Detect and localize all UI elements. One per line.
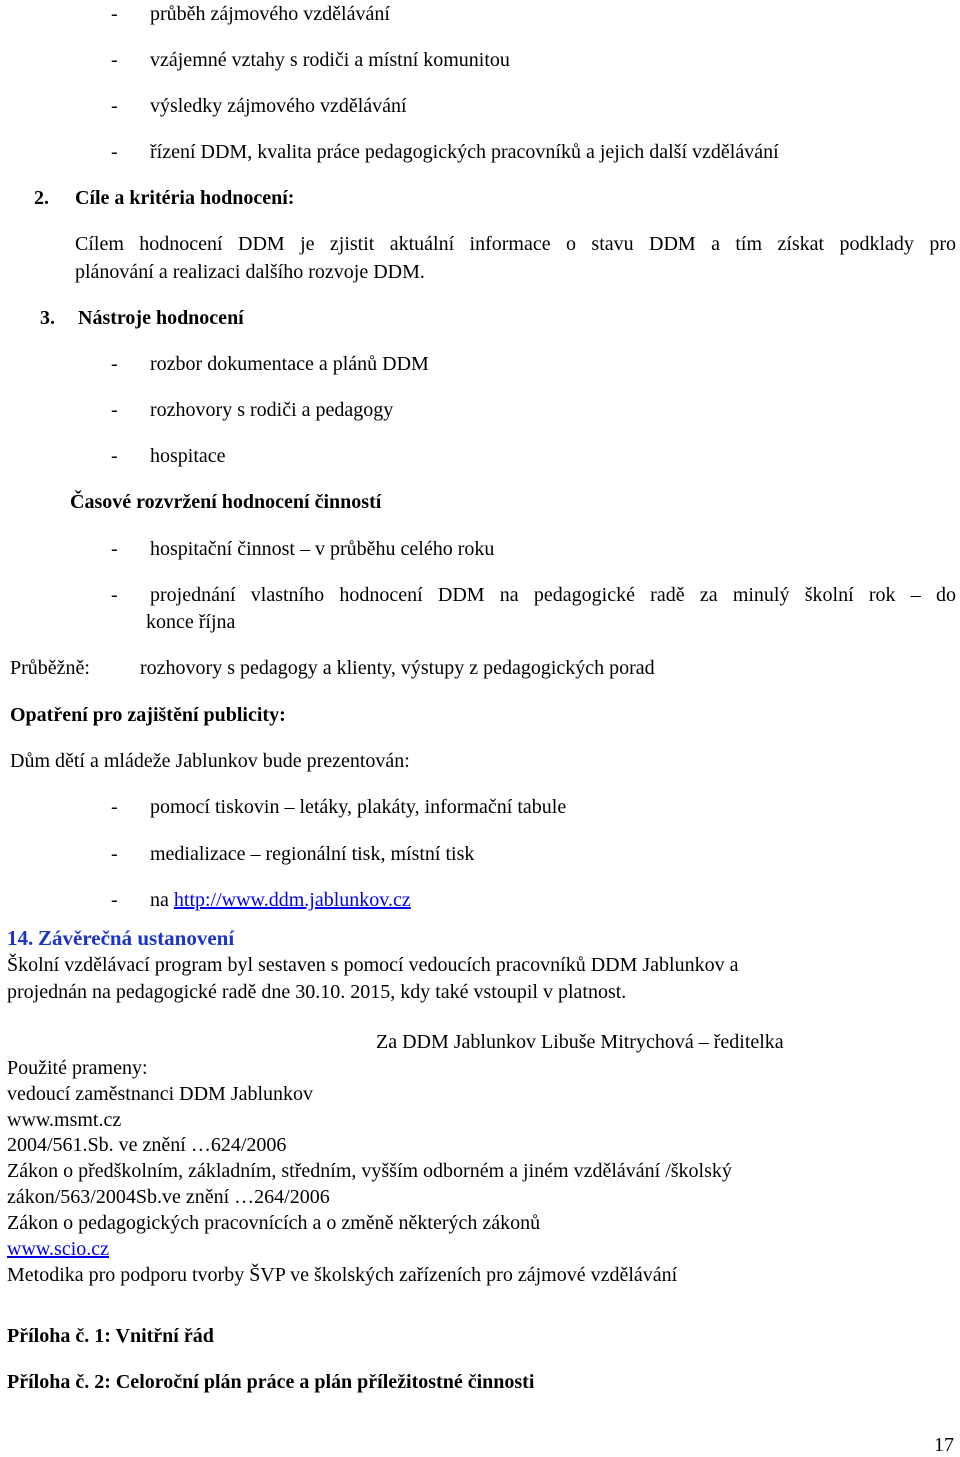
list-item	[150, 888, 411, 912]
bullet-dash: -	[111, 49, 118, 71]
bullet-dash: -	[111, 399, 118, 421]
source-item: zákon/563/2004Sb.ve znění …264/2006	[7, 1186, 330, 1208]
bullet-dash: -	[111, 796, 118, 818]
appendix-item: Příloha č. 1: Vnitřní řád	[7, 1325, 214, 1347]
bullet-dash: -	[111, 445, 118, 467]
list-item: rozbor dokumentace a plánů DDM	[150, 353, 429, 375]
paragraph-line: Školní vzdělávací program byl sestaven s pomocí vedoucích pracovníků DDM Jablunkov a	[7, 954, 739, 976]
section-title: Cíle a kritéria hodnocení:	[75, 187, 295, 209]
bullet-dash: -	[111, 353, 118, 375]
sources-label: Použité prameny:	[7, 1057, 148, 1079]
list-item: výsledky zájmového vzdělávání	[150, 95, 407, 117]
bullet-dash: -	[111, 141, 118, 163]
website-link[interactable]: http://www.ddm.jablunkov.cz	[173, 889, 411, 911]
source-item: www.msmt.cz	[7, 1109, 122, 1131]
heading-title: Závěrečná ustanovení	[38, 926, 235, 950]
paragraph-line: Cílem hodnocení DDM je zjistit aktuální informace o stavu DDM a tím získat podklady pro	[75, 233, 956, 255]
signature: Za DDM Jablunkov Libuše Mitrychová – ředitelka	[376, 1031, 784, 1053]
bullet-dash: -	[111, 889, 118, 911]
source-item: vedoucí zaměstnanci DDM Jablunkov	[7, 1083, 314, 1105]
appendix-item: Příloha č. 2: Celoroční plán práce a plán příležitostné činnosti	[7, 1371, 535, 1393]
source-item: 2004/561.Sb. ve znění …624/2006	[7, 1134, 287, 1156]
scio-link[interactable]: www.scio.cz	[7, 1238, 110, 1260]
source-item: Zákon o předškolním, základním, středním, vyšším odborném a jiném vzdělávání /školský	[7, 1160, 732, 1182]
section-title: Nástroje hodnocení	[78, 307, 244, 329]
source-item: Metodika pro podporu tvorby ŠVP ve školských zařízeních pro zájmové vzdělávání	[7, 1264, 678, 1286]
bullet-dash: -	[111, 843, 118, 865]
ongoing-label: Průběžně:	[10, 657, 90, 679]
section-number: 2.	[34, 187, 49, 209]
page-number: 17	[934, 1434, 954, 1456]
subsection-title: Opatření pro zajištění publicity:	[10, 704, 286, 726]
paragraph-line: Dům dětí a mládeže Jablunkov bude prezentován:	[10, 750, 410, 772]
bullet-dash: -	[111, 95, 118, 117]
bullet-dash: -	[111, 3, 118, 25]
bullet-dash: -	[111, 538, 118, 560]
paragraph-line: plánování a realizaci dalšího rozvoje DDM.	[75, 261, 425, 283]
list-item-prefix: na	[150, 889, 169, 911]
ongoing-text: rozhovory s pedagogy a klienty, výstupy z pedagogických porad	[140, 657, 655, 679]
list-item: řízení DDM, kvalita práce pedagogických pracovníků a jejich další vzdělávání	[150, 141, 779, 163]
list-item: hospitační činnost – v průběhu celého roku	[150, 538, 495, 560]
subsection-title: Časové rozvržení hodnocení činností	[70, 491, 382, 513]
list-item: průběh zájmového vzdělávání	[150, 3, 390, 25]
list-item: projednání vlastního hodnocení DDM na pedagogické radě za minulý školní rok – do	[150, 584, 956, 606]
paragraph-line: projednán na pedagogické radě dne 30.10. 2015, kdy také vstoupil v platnost.	[7, 981, 627, 1003]
list-item-continuation: konce října	[146, 611, 236, 633]
list-item: medializace – regionální tisk, místní tisk	[150, 843, 475, 865]
bullet-dash: -	[111, 584, 118, 606]
section-number: 3.	[40, 307, 55, 329]
list-item: rozhovory s rodiči a pedagogy	[150, 399, 394, 421]
list-item: vzájemné vztahy s rodiči a místní komunitou	[150, 49, 510, 71]
list-item: pomocí tiskovin – letáky, plakáty, informační tabule	[150, 796, 567, 818]
list-item: hospitace	[150, 445, 226, 467]
heading-number: 14.	[7, 926, 34, 950]
source-item: Zákon o pedagogických pracovnících a o změně některých zákonů	[7, 1212, 541, 1234]
